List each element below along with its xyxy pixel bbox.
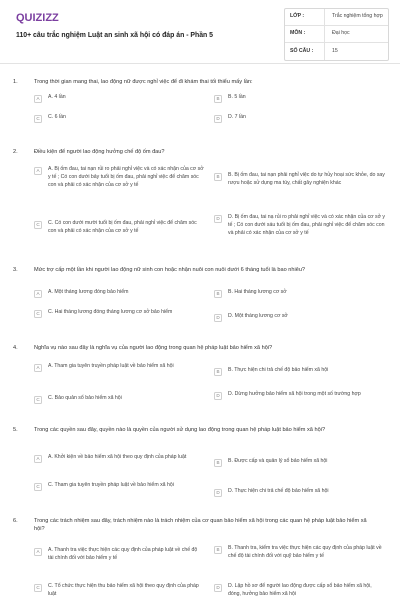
option-b[interactable] [214, 289, 386, 303]
option-a[interactable] [34, 289, 204, 303]
option-letter-box: C [34, 584, 42, 592]
option-d[interactable] [214, 583, 386, 600]
option-c[interactable] [34, 583, 204, 600]
option-letter-box: C [34, 483, 42, 491]
option-d[interactable] [214, 488, 386, 502]
meta-value: Trắc nghiệm tổng hợp [324, 9, 388, 25]
option-text: A. Khởi kiện về bảo hiểm xã hội theo quy định của pháp luật [48, 454, 187, 460]
option-d[interactable] [214, 114, 386, 128]
meta-row-count [285, 43, 388, 60]
option-b[interactable] [214, 94, 386, 108]
option-letter-box: A [34, 548, 42, 556]
meta-row-subject [285, 26, 388, 43]
option-d[interactable] [214, 391, 386, 411]
option-c[interactable] [34, 220, 204, 250]
worksheet-header [0, 0, 400, 64]
option-c[interactable] [34, 482, 204, 502]
option-d[interactable] [214, 313, 386, 327]
option-letter-box: C [34, 396, 42, 404]
option-b[interactable] [214, 172, 386, 202]
option-letter-box: B [214, 459, 222, 467]
option-b[interactable] [214, 545, 386, 573]
option-a[interactable] [34, 363, 204, 383]
option-text: D. Một tháng lương cơ sở [228, 313, 288, 319]
option-letter-box: D [214, 314, 222, 322]
question-text: Mức trợ cấp một lần khi người lao động nữ sinh con hoặc nhận nuôi con nuôi dưới 6 tháng tuổi là bao nhiêu? [34, 267, 306, 273]
option-text: A. Tham gia tuyên truyền pháp luật về bảo hiểm xã hội [48, 363, 174, 369]
option-text: C. Bảo quản sổ bảo hiểm xã hội [48, 395, 122, 401]
option-c[interactable] [34, 114, 204, 128]
meta-key: MÔN : [290, 30, 306, 37]
question-number: 3. [13, 267, 18, 273]
option-text: D. Thực hiện chi trả chế độ bảo hiểm xã hội [228, 488, 329, 494]
option-letter-box: B [214, 546, 222, 554]
option-letter-box: B [214, 173, 222, 181]
option-a[interactable] [34, 94, 204, 108]
meta-value: 15 [324, 43, 388, 60]
option-letter-box: D [214, 392, 222, 400]
option-text: D. Dừng hưởng bảo hiểm xã hội trong một số trường hợp [228, 391, 361, 397]
option-letter-box: D [214, 584, 222, 592]
option-d[interactable] [214, 214, 386, 250]
question-text: Điều kiện để người lao động hưởng chế độ ốm đau? [34, 149, 165, 155]
option-a[interactable] [34, 454, 204, 474]
option-letter-box: D [214, 215, 222, 223]
option-c[interactable] [34, 309, 204, 329]
option-letter-box: C [34, 221, 42, 229]
option-letter-box: B [214, 368, 222, 376]
option-letter-box: A [34, 167, 42, 175]
quizizz-logo [16, 10, 62, 24]
option-letter-box: C [34, 310, 42, 318]
option-letter-box: A [34, 364, 42, 372]
meta-row-class [285, 9, 388, 26]
option-text: C. Hai tháng lương đóng tháng lương cơ sở bảo hiểm [48, 309, 173, 315]
option-text: A. Thanh tra việc thực hiện các quy định của pháp luật về chế độ tài chính đối với bảo hiểm y tế [48, 547, 198, 561]
option-letter-box: A [34, 290, 42, 298]
option-c[interactable] [34, 395, 204, 409]
logo-text: QUIZIZZ [16, 12, 59, 24]
option-letter-box: D [214, 115, 222, 123]
option-text: C. 6 lần [48, 114, 66, 120]
option-text: B. Thực hiện chi trả chế độ bảo hiểm xã hội [228, 367, 329, 373]
option-text: B. Được cấp và quản lý sổ bảo hiểm xã hội [228, 458, 328, 464]
question-number: 1. [13, 79, 18, 85]
question-text: Trong thời gian mang thai, lao động nữ được nghỉ việc để đi khám thai tối thiểu mấy lần: [34, 79, 253, 85]
option-text: D. Bị ốm đau, tai nạ rủi ro phải nghỉ việc và có xác nhận của cơ sở y tế ; Có con dưới sáu tuổi bị ốm đau, phải nghỉ việc để chăm sóc con và phải có xác nhận của cơ sở y tế [228, 214, 386, 236]
option-text: B. Hai tháng lương cơ sở [228, 289, 287, 295]
option-b[interactable] [214, 367, 386, 381]
option-letter-box: B [214, 290, 222, 298]
option-text: C. Tổ chức thực hiện thu bảo hiểm xã hội theo quy định của pháp luật [48, 583, 199, 597]
option-a[interactable] [34, 166, 204, 206]
question-text: Trong các quyền sau đây, quyền nào là quyền của người sử dụng lao động trong quan hệ pháp luật bảo hiểm xã hội? [34, 427, 326, 433]
option-text: A. Một tháng lương đóng bảo hiểm [48, 289, 129, 295]
option-text: B. Bị ốm đau, tai nạn phải nghỉ việc do tự hủy hoại sức khỏe, do say rượu hoặc sử dụng ma túy, chất gây nghiện khác [228, 172, 385, 186]
option-text: D. Lập hồ sơ để người lao động được cấp sổ bảo hiểm xã hội, đóng, hưởng bảo hiểm xã hội [228, 583, 372, 597]
question-number: 5. [13, 427, 18, 433]
option-letter-box: A [34, 95, 42, 103]
option-letter-box: A [34, 455, 42, 463]
meta-key: SỐ CÂU : [290, 47, 314, 54]
option-letter-box: D [214, 489, 222, 497]
question-number: 4. [13, 345, 18, 351]
option-text: C. Tham gia tuyên truyền pháp luật về bảo hiểm xã hội [48, 482, 174, 488]
option-text: A. 4 lần [48, 94, 66, 100]
option-letter-box: C [34, 115, 42, 123]
question-text: Trong các trách nhiệm sau đây, trách nhiệm nào là trách nhiệm của cơ quan bảo hiểm xã hội trong các quan hệ pháp luật bảo hiểm xã hội? [34, 518, 367, 533]
option-text: B. Thanh tra, kiểm tra việc thực hiện các quy định của pháp luật về chế độ tài chính đối với quỹ bảo hiểm y tế [228, 545, 382, 559]
question-text: Nghĩa vụ nào sau đây là nghĩa vụ của người lao động trong quan hệ pháp luật bảo hiểm xã hội? [34, 345, 273, 351]
option-b[interactable] [214, 458, 386, 472]
meta-key: LỚP : [290, 13, 305, 20]
question-number: 6. [13, 518, 18, 524]
option-text: A. Bị ốm đau, tai nạn rủi ro phải nghỉ việc và có xác nhận của cơ sở y tế ; Có con dưới bảy tuổi bị ốm đau, phải nghỉ việc để chăm sóc con và phải có xác nhận của cơ sở y tế [48, 166, 204, 188]
option-letter-box: B [214, 95, 222, 103]
option-a[interactable] [34, 547, 204, 569]
option-text: D. 7 lần [228, 114, 246, 120]
option-text: B. 5 lần [228, 94, 246, 100]
option-text: C. Có con dưới mười tuổi bị ốm đau, phải nghỉ việc để chăm sóc con và phải có xác nhận của cơ sở y tế [48, 220, 197, 234]
meta-value: Đại học [324, 26, 388, 42]
meta-table [284, 8, 389, 61]
question-number: 2. [13, 149, 18, 155]
page-title: 110+ câu trắc nghiệm Luật an sinh xã hội có đáp án - Phần 5 [16, 32, 214, 39]
